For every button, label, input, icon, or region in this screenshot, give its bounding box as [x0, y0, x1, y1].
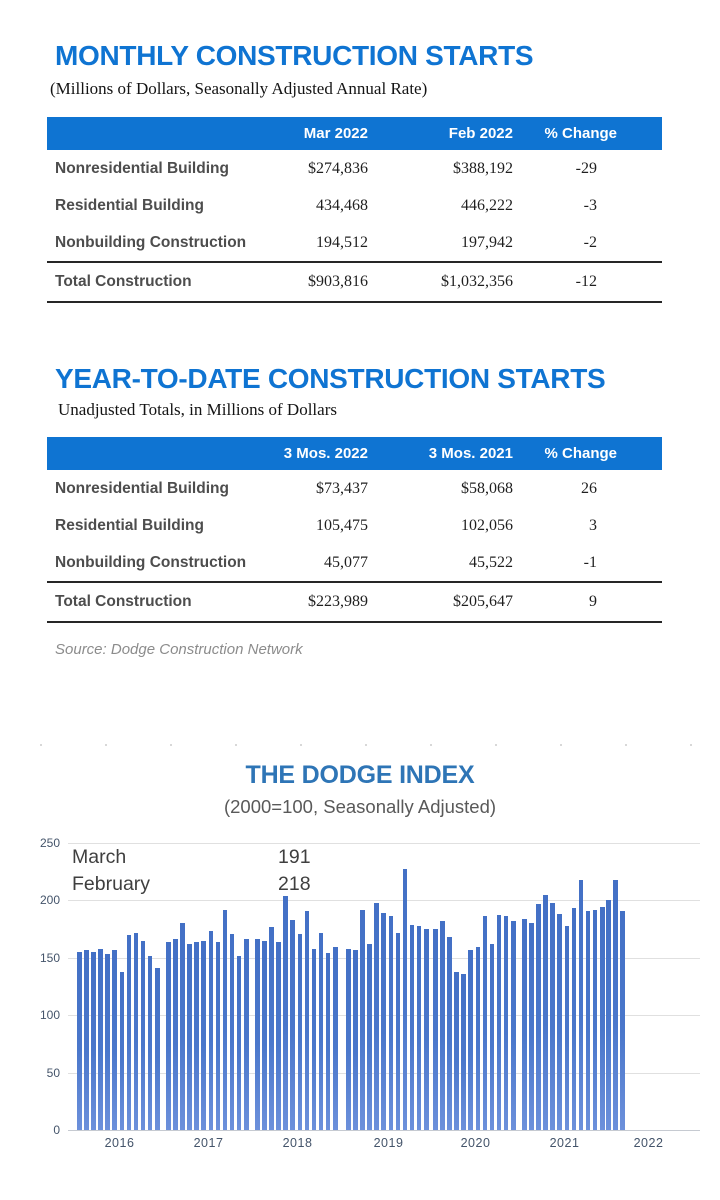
chart-subtitle: (2000=100, Seasonally Adjusted)	[223, 796, 497, 817]
bar	[410, 925, 415, 1130]
col-feb-2022: Feb 2022	[448, 125, 513, 142]
bar	[403, 869, 408, 1130]
bar	[244, 939, 249, 1130]
bar	[586, 911, 591, 1130]
bar	[326, 953, 331, 1130]
row-label: Nonresidential Building	[55, 159, 229, 177]
x-year-label: 2020	[460, 1136, 491, 1150]
bar	[396, 933, 401, 1130]
bar	[606, 900, 611, 1130]
annotation-march-value: 191	[278, 846, 311, 868]
row-change: -2	[583, 233, 597, 251]
bar	[209, 931, 214, 1130]
y-tick-label: 200	[39, 893, 60, 908]
bar	[120, 972, 125, 1130]
row-value-1: 194,512	[316, 233, 368, 251]
bar	[550, 903, 555, 1130]
row-value-1: $903,816	[308, 273, 368, 290]
row-value-1: 105,475	[316, 516, 368, 534]
col-pct-change: % Change	[544, 125, 617, 142]
bar	[216, 942, 221, 1130]
annotation-february-label: February	[72, 873, 151, 895]
y-tick-label: 50	[46, 1065, 60, 1080]
row-value-2: $388,192	[453, 159, 513, 177]
bar	[112, 950, 117, 1130]
row-value-1: 45,077	[324, 553, 368, 571]
row-label: Total Construction	[55, 593, 192, 610]
bar	[620, 911, 625, 1130]
bar	[579, 880, 584, 1130]
row-label: Residential Building	[55, 516, 204, 534]
bar	[319, 933, 324, 1130]
bar	[84, 950, 89, 1130]
bar	[468, 950, 473, 1130]
ytd-section-subtitle: Unadjusted Totals, in Millions of Dollars	[58, 400, 337, 419]
row-label: Residential Building	[55, 196, 204, 214]
bar	[483, 916, 488, 1130]
bar	[262, 941, 267, 1130]
y-tick-label: 250	[39, 836, 60, 850]
bar	[353, 950, 358, 1130]
bar	[424, 929, 429, 1130]
row-value-1: $73,437	[316, 479, 368, 497]
bar	[269, 927, 274, 1130]
row-value-1: $223,989	[308, 593, 368, 610]
bar	[522, 919, 527, 1130]
row-value-1: $274,836	[308, 159, 368, 177]
row-value-2: $205,647	[453, 593, 513, 610]
row-value-2: 45,522	[469, 553, 513, 571]
bar	[374, 903, 379, 1130]
x-year-label: 2022	[633, 1136, 664, 1150]
col-pct-change: % Change	[544, 445, 617, 462]
bar	[290, 920, 295, 1130]
bar	[148, 956, 153, 1130]
bar	[230, 934, 235, 1130]
monthly-section-subtitle: (Millions of Dollars, Seasonally Adjusted Annual Rate)	[50, 79, 428, 98]
bar	[77, 952, 82, 1130]
row-change: -3	[583, 196, 597, 214]
bar	[105, 954, 110, 1130]
annotation-march-label: March	[72, 846, 127, 868]
y-tick-label: 100	[39, 1008, 60, 1023]
bar	[276, 942, 281, 1130]
bar	[454, 972, 459, 1130]
bar	[543, 895, 548, 1130]
row-label: Nonresidential Building	[55, 479, 229, 497]
annotation-february-value: 218	[278, 873, 311, 895]
row-value-2: $58,068	[461, 479, 513, 497]
row-value-2: 197,942	[461, 233, 513, 251]
bar	[98, 949, 103, 1130]
x-year-label: 2017	[193, 1136, 224, 1150]
bar	[490, 944, 495, 1130]
bar	[298, 934, 303, 1130]
row-label: Total Construction	[55, 273, 192, 290]
bar	[223, 910, 228, 1130]
bar	[440, 921, 445, 1130]
bar	[433, 929, 438, 1130]
row-label: Nonbuilding Construction	[55, 553, 247, 571]
bar	[346, 949, 351, 1130]
source-note: Source: Dodge Construction Network	[55, 641, 303, 658]
row-change: 26	[581, 479, 597, 497]
bar	[312, 949, 317, 1130]
bar	[572, 908, 577, 1130]
x-year-label: 2019	[373, 1136, 404, 1150]
bar	[367, 944, 372, 1130]
y-tick-label: 150	[39, 950, 60, 965]
bar	[511, 921, 516, 1130]
bar	[529, 923, 534, 1130]
row-value-2: $1,032,356	[441, 273, 513, 290]
bar	[255, 939, 260, 1130]
row-value-1: 434,468	[316, 196, 368, 214]
row-label: Nonbuilding Construction	[55, 233, 247, 251]
bar	[283, 896, 288, 1130]
monthly-section-title: MONTHLY CONSTRUCTION STARTS	[55, 40, 534, 71]
bar	[461, 974, 466, 1130]
bar	[613, 880, 618, 1130]
bar	[557, 914, 562, 1130]
row-change: -1	[583, 553, 597, 571]
bar	[187, 944, 192, 1130]
bar	[536, 904, 541, 1130]
bar	[504, 916, 509, 1130]
bar	[305, 911, 310, 1130]
row-change: 3	[589, 516, 597, 534]
row-change: -12	[575, 273, 597, 290]
bar	[166, 942, 171, 1130]
row-value-2: 102,056	[461, 516, 513, 534]
bar	[476, 947, 481, 1130]
col-3mos-2022: 3 Mos. 2022	[283, 445, 368, 462]
bar	[180, 923, 185, 1130]
bar	[360, 910, 365, 1130]
bar	[141, 941, 146, 1130]
col-3mos-2021: 3 Mos. 2021	[428, 445, 513, 462]
bar	[91, 952, 96, 1130]
bar	[381, 913, 386, 1130]
y-gridline	[68, 843, 700, 844]
bar	[155, 968, 160, 1130]
bar	[134, 933, 139, 1130]
bar	[593, 910, 598, 1130]
x-year-label: 2018	[282, 1136, 313, 1150]
x-axis-line	[68, 1130, 700, 1131]
bar	[173, 939, 178, 1130]
ytd-section-title: YEAR-TO-DATE CONSTRUCTION STARTS	[55, 363, 606, 394]
bar	[497, 915, 502, 1130]
y-tick-label: 0	[53, 1123, 60, 1137]
bar	[127, 935, 132, 1130]
x-year-label: 2021	[549, 1136, 580, 1150]
bar	[447, 937, 452, 1130]
bar	[194, 942, 199, 1130]
bar	[333, 947, 338, 1130]
bar	[417, 926, 422, 1130]
bar	[565, 926, 570, 1130]
col-mar-2022: Mar 2022	[303, 125, 368, 142]
bar	[201, 941, 206, 1130]
row-change: 9	[589, 593, 597, 610]
row-value-2: 446,222	[461, 196, 513, 214]
bar	[389, 916, 394, 1130]
row-change: -29	[575, 159, 597, 177]
x-year-label: 2016	[104, 1136, 135, 1150]
chart-title: THE DODGE INDEX	[245, 761, 475, 789]
bar	[237, 956, 242, 1130]
bar	[600, 907, 605, 1130]
